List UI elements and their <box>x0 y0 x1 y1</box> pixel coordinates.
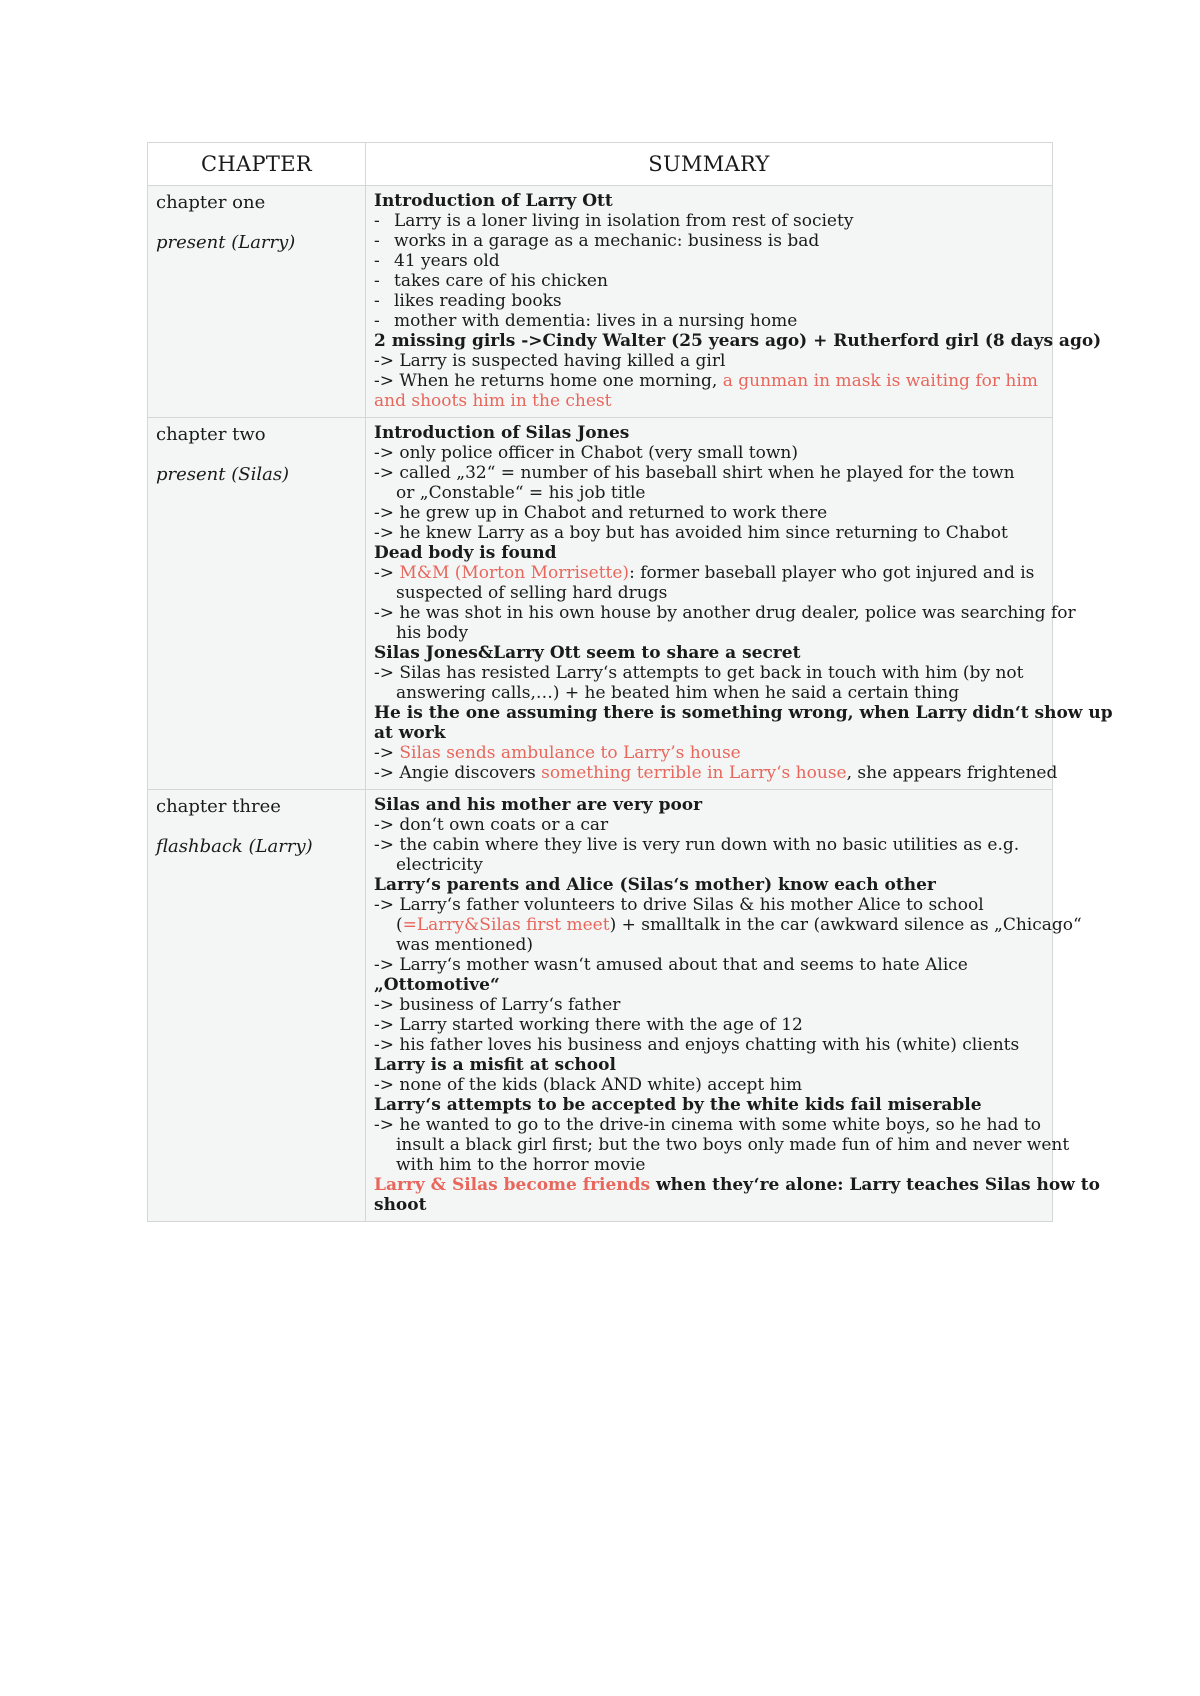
summary-text: -> Silas has resisted Larry‘s attempts to get back in touch with him (by not <box>374 663 1024 683</box>
summary-line <box>374 1195 1044 1215</box>
summary-text: -> Larry‘s mother wasn‘t amused about that and seems to hate Alice <box>374 955 968 975</box>
summary-line <box>374 763 1058 783</box>
summary-text: -> only police officer in Chabot (very small town) <box>374 443 798 463</box>
summary-line <box>374 211 1044 231</box>
bold-heading-text: Larry is a misfit at school <box>374 1055 616 1075</box>
summary-text: -> he was shot in his own house by another drug dealer, police was searching for <box>374 603 1076 623</box>
summary-text: Larry is a loner living in isolation from rest of society <box>394 211 854 231</box>
summary-line <box>374 1115 1044 1135</box>
summary-text: ) + smalltalk in the car (awkward silence as „Chicago“ <box>609 915 1082 935</box>
chapter-summary-table <box>147 142 1113 1222</box>
chapter-cell <box>148 418 366 790</box>
bold-heading-text: Silas and his mother are very poor <box>374 795 703 815</box>
bold-heading-text: 2 missing girls ->Cindy Walter (25 years ago) + Rutherford girl (8 days ago) <box>374 331 1102 351</box>
bold-heading-text: Introduction of Silas Jones <box>374 423 630 443</box>
summary-text: -> don‘t own coats or a car <box>374 815 609 835</box>
summary-line <box>374 523 1044 543</box>
summary-text: -> he wanted to go to the drive-in cinema with some white boys, so he had to <box>374 1115 1042 1135</box>
summary-line <box>374 331 1102 351</box>
summary-text: -> Angie discovers <box>374 763 542 783</box>
chapter-perspective: present (Larry) <box>156 232 296 253</box>
chapter-title: chapter three <box>156 796 281 817</box>
highlighted-text: a gunman in mask is waiting for him <box>722 371 1038 391</box>
dash-bullet: - <box>374 211 380 231</box>
summary-line <box>374 503 1044 523</box>
summary-text: -> he knew Larry as a boy but has avoided him since returning to Chabot <box>374 523 1008 543</box>
dash-bullet: - <box>374 271 380 291</box>
dash-bullet: - <box>374 251 380 271</box>
summary-line <box>374 423 1044 443</box>
summary-line <box>374 463 1044 483</box>
bold-heading-text: Silas Jones&Larry Ott seem to share a secret <box>374 643 801 663</box>
summary-cell <box>366 418 1113 790</box>
summary-text: mother with dementia: lives in a nursing home <box>394 311 798 331</box>
table-row <box>148 186 1053 418</box>
chapter-cell <box>148 186 366 418</box>
dash-bullet: - <box>374 291 380 311</box>
summary-line <box>374 231 1044 251</box>
bold-heading-text: He is the one assuming there is something wrong, when Larry didn‘t show up <box>374 703 1113 723</box>
summary-text: -> Larry is suspected having killed a girl <box>374 351 726 371</box>
summary-line <box>374 1015 1044 1035</box>
summary-line <box>374 1135 1070 1155</box>
highlighted-text: Silas sends ambulance to Larry’s house <box>399 743 741 763</box>
dash-bullet: - <box>374 311 380 331</box>
table-body <box>148 186 1113 1222</box>
highlighted-text: something terrible in Larry‘s house <box>541 763 847 783</box>
summary-line <box>374 895 1044 915</box>
summary-line <box>374 795 1044 815</box>
summary-line <box>374 563 1044 583</box>
summary-line <box>374 875 1044 895</box>
summary-line <box>374 483 1044 503</box>
summary-line <box>374 703 1113 723</box>
summary-line <box>374 443 1044 463</box>
summary-text: -> his father loves his business and enjoys chatting with his (white) clients <box>374 1035 1020 1055</box>
table-row <box>148 418 1053 790</box>
highlighted-text: M&M (Morton Morrisette) <box>399 563 630 583</box>
summary-line <box>374 391 1044 411</box>
summary-line <box>374 975 1044 995</box>
summary-text: -> Larry‘s father volunteers to drive Silas & his mother Alice to school <box>374 895 984 915</box>
summary-line <box>374 603 1076 623</box>
summary-text: answering calls,…) + he beated him when he said a certain thing <box>396 683 960 703</box>
bold-heading-text: Larry‘s parents and Alice (Silas‘s mother) know each other <box>374 875 936 895</box>
summary-line <box>374 191 1044 211</box>
summary-line <box>374 311 1044 331</box>
summary-text: -> the cabin where they live is very run down with no basic utilities as e.g. <box>374 835 1020 855</box>
summary-line <box>374 683 1044 703</box>
summary-text: , she appears frightened <box>846 763 1058 783</box>
summary-text: or „Constable“ = his job title <box>396 483 646 503</box>
summary-text: electricity <box>396 855 483 875</box>
bold-heading-text: at work <box>374 723 446 743</box>
summary-text: was mentioned) <box>396 935 533 955</box>
highlighted-text: Larry & Silas become friends <box>374 1175 651 1195</box>
highlighted-text: =Larry&Silas first meet <box>402 915 610 935</box>
bold-heading-text: shoot <box>374 1195 427 1215</box>
dash-bullet: - <box>374 231 380 251</box>
summary-line <box>374 623 1044 643</box>
summary-line <box>374 955 1044 975</box>
summary-line <box>374 995 1044 1015</box>
header-chapter: CHAPTER <box>148 143 366 186</box>
summary-text: likes reading books <box>394 291 562 311</box>
summary-line <box>374 583 1044 603</box>
summary-text: -> he grew up in Chabot and returned to work there <box>374 503 828 523</box>
summary-text: -> none of the kids (black AND white) accept him <box>374 1075 803 1095</box>
summary-line <box>374 643 1044 663</box>
summary-line <box>374 291 1044 311</box>
summary-text: with him to the horror movie <box>396 1155 646 1175</box>
summary-text: works in a garage as a mechanic: business is bad <box>394 231 820 251</box>
bold-heading-text: Larry‘s attempts to be accepted by the white kids fail miserable <box>374 1095 982 1115</box>
table-header-row <box>148 143 1053 186</box>
summary-text: his body <box>396 623 469 643</box>
summary-line <box>374 935 1044 955</box>
summary-text: suspected of selling hard drugs <box>396 583 668 603</box>
summary-line <box>374 1035 1044 1055</box>
summary-text: -> <box>374 563 400 583</box>
summary-text: : former baseball player who got injured and is <box>629 563 1035 583</box>
bold-heading-text: „Ottomotive“ <box>374 975 500 995</box>
summary-text: -> business of Larry‘s father <box>374 995 621 1015</box>
summary-line <box>374 1155 1044 1175</box>
summary-text: insult a black girl first; but the two boys only made fun of him and never went <box>396 1135 1070 1155</box>
summary-line <box>374 1095 1044 1115</box>
summary-text: -> <box>374 743 400 763</box>
summary-line <box>374 915 1082 935</box>
summary-line <box>374 1075 1044 1095</box>
summary-line <box>374 351 1044 371</box>
summary-line <box>374 663 1044 683</box>
bold-heading-text: when they‘re alone: Larry teaches Silas how to <box>650 1175 1100 1195</box>
summary-line <box>374 1175 1100 1195</box>
chapter-perspective: present (Silas) <box>156 464 290 485</box>
chapter-title: chapter two <box>156 424 266 445</box>
summary-text: -> called „32“ = number of his baseball shirt when he played for the town <box>374 463 1015 483</box>
summary-line <box>374 835 1044 855</box>
summary-text: -> Larry started working there with the age of 12 <box>374 1015 803 1035</box>
bold-heading-text: Introduction of Larry Ott <box>374 191 613 211</box>
highlighted-text: and shoots him in the chest <box>374 391 612 411</box>
summary-line <box>374 815 1044 835</box>
chapter-perspective: flashback (Larry) <box>156 836 313 857</box>
summary-text: -> When he returns home one morning, <box>374 371 723 391</box>
header-summary: SUMMARY <box>366 143 1053 186</box>
chapter-title: chapter one <box>156 192 266 213</box>
summary-line <box>374 1055 1044 1075</box>
summary-text: 41 years old <box>394 251 500 271</box>
summary-line <box>374 271 1044 291</box>
summary-line <box>374 723 1044 743</box>
summary-text: takes care of his chicken <box>394 271 608 291</box>
bold-heading-text: Dead body is found <box>374 543 557 563</box>
summary-line <box>374 251 1044 271</box>
table-row <box>148 790 1053 1222</box>
summary-line <box>374 743 1044 763</box>
summary-cell <box>366 186 1102 418</box>
summary-text: ( <box>396 915 403 935</box>
summary-line <box>374 543 1044 563</box>
summary-line <box>374 371 1044 391</box>
summary-line <box>374 855 1044 875</box>
chapter-cell <box>148 790 366 1222</box>
summary-cell <box>366 790 1100 1222</box>
